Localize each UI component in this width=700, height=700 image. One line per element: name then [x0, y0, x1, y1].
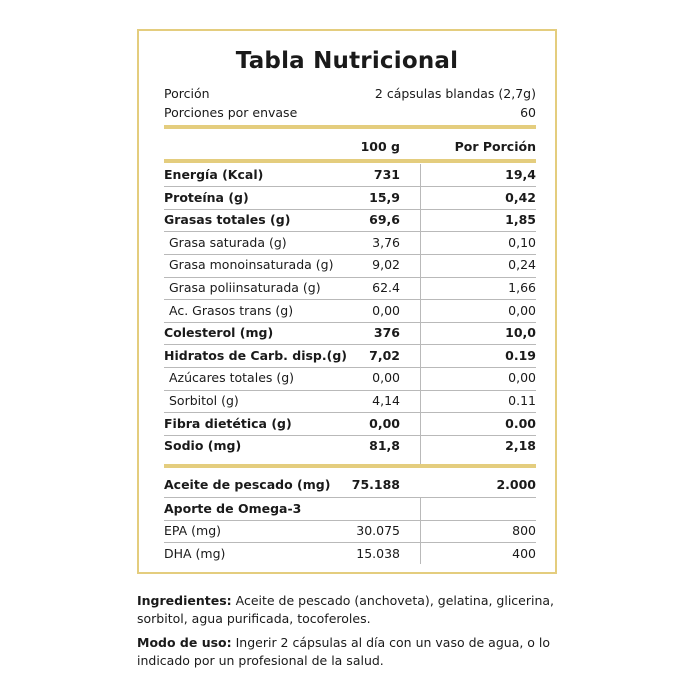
value-per-serving: 10,0	[505, 325, 536, 341]
nutrient-label: Grasas totales (g)	[164, 212, 291, 228]
value-per-100g: 731	[373, 167, 400, 182]
table-row	[164, 187, 536, 208]
value-per-100g: 62.4	[372, 280, 400, 295]
nutrient-label: Proteína (g)	[164, 189, 249, 205]
nutrient-label: Azúcares totales (g)	[169, 370, 295, 386]
nutrient-label: Colesterol (mg)	[164, 325, 274, 341]
serving-size-label: Porción	[164, 86, 210, 101]
dha-row	[164, 543, 536, 564]
table-row	[164, 232, 536, 253]
fish-oil-per-100g: 75.188	[351, 477, 400, 492]
column-separator	[420, 164, 421, 464]
value-per-serving: 1,66	[508, 280, 536, 295]
fish-oil-label: Aceite de pescado (mg)	[164, 477, 331, 492]
nutrient-label: Sorbitol (g)	[169, 393, 239, 408]
omega-divider	[164, 464, 536, 468]
ingredients-body: Aceite de pescado (anchoveta), gelatina, glicerina, sorbitol, agua purificada, tocoferoles.	[137, 593, 555, 626]
table-title: Tabla Nutricional	[235, 48, 459, 74]
value-per-serving: 2,18	[505, 438, 536, 454]
ingredients-label: Ingredientes:	[137, 593, 232, 608]
value-per-100g: 0,00	[372, 302, 400, 318]
value-per-serving: 0.00	[505, 415, 536, 431]
header-per-serving: Por Porción	[454, 139, 536, 154]
value-per-100g: 15,9	[369, 189, 400, 205]
epa-row	[164, 520, 536, 541]
table-row	[164, 435, 536, 456]
value-per-serving: 0,00	[508, 302, 536, 318]
usage-body: Ingerir 2 cápsulas al día con un vaso de agua, o lo indicado por un profesional de la salud.	[137, 635, 551, 668]
column-separator	[420, 497, 421, 564]
dha-per-100g: 15.038	[356, 546, 400, 561]
value-per-serving: 0,10	[508, 234, 536, 250]
nutrient-label: Fibra dietética (g)	[164, 415, 292, 431]
nutrient-label: Grasa poliinsaturada (g)	[169, 280, 321, 295]
value-per-serving: 0.11	[508, 393, 536, 408]
value-per-100g: 376	[373, 325, 400, 341]
serving-size-value: 2 cápsulas blandas (2,7g)	[374, 86, 536, 101]
value-per-serving: 0.19	[505, 347, 536, 363]
value-per-100g: 69,6	[369, 212, 400, 228]
table-row	[164, 345, 536, 366]
value-per-100g: 0,00	[372, 370, 400, 386]
nutrient-label: Sodio (mg)	[164, 438, 242, 454]
fish-oil-row	[164, 474, 536, 495]
table-row	[164, 209, 536, 230]
header-per-100g: 100 g	[360, 139, 400, 154]
value-per-100g: 0,00	[369, 415, 400, 431]
table-row	[164, 413, 536, 434]
value-per-100g: 9,02	[372, 257, 400, 273]
header-divider	[164, 125, 536, 129]
table-row	[164, 277, 536, 298]
value-per-100g: 7,02	[369, 347, 400, 363]
dha-label: DHA (mg)	[164, 546, 226, 561]
servings-per-container-label: Porciones por envase	[164, 105, 298, 120]
value-per-serving: 0,00	[508, 370, 536, 386]
value-per-100g: 3,76	[372, 234, 400, 250]
omega-header-label: Aporte de Omega-3	[164, 501, 302, 516]
nutrition-table	[137, 29, 557, 574]
value-per-serving: 0,42	[505, 189, 536, 205]
fish-oil-per-serving: 2.000	[496, 477, 536, 492]
column-headers	[164, 136, 536, 157]
nutrient-label: Grasa saturada (g)	[169, 234, 287, 250]
usage-label: Modo de uso:	[137, 635, 232, 650]
nutrient-label: Grasa monoinsaturada (g)	[169, 257, 334, 273]
epa-per-serving: 800	[512, 523, 536, 538]
nutrient-label: Hidratos de Carb. disp.(g)	[164, 347, 347, 363]
value-per-serving: 0,24	[508, 257, 536, 273]
table-row	[164, 367, 536, 388]
table-row	[164, 390, 536, 411]
value-per-serving: 1,85	[505, 212, 536, 228]
ingredients-text	[137, 592, 557, 628]
table-row	[164, 300, 536, 321]
epa-per-100g: 30.075	[356, 523, 400, 538]
serving-size-row	[164, 83, 536, 104]
value-per-100g: 4,14	[372, 393, 400, 408]
table-row	[164, 164, 536, 185]
omega-header-row	[164, 498, 536, 519]
servings-per-container-value: 60	[520, 105, 536, 120]
value-per-serving: 19,4	[505, 167, 536, 182]
servings-per-container-row	[164, 102, 536, 123]
epa-label: EPA (mg)	[164, 523, 222, 538]
nutrient-label: Ac. Grasos trans (g)	[169, 302, 294, 318]
table-row	[164, 322, 536, 343]
usage-text	[137, 634, 557, 670]
value-per-100g: 81,8	[369, 438, 400, 454]
dha-per-serving: 400	[512, 546, 536, 561]
nutrient-label: Energía (Kcal)	[164, 167, 264, 182]
columns-divider	[164, 159, 536, 163]
table-row	[164, 254, 536, 275]
